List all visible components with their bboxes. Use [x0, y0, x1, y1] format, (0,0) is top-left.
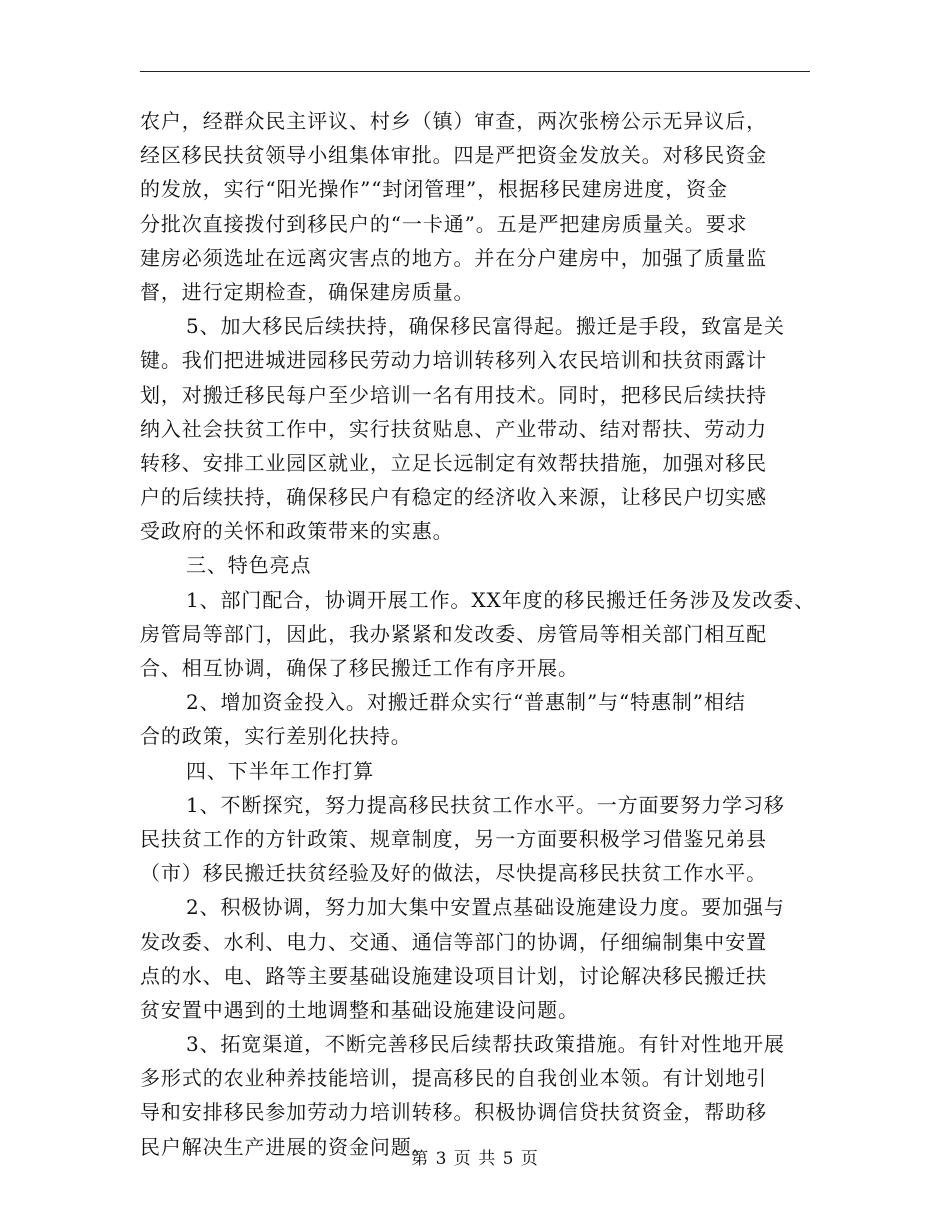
text-line: 民扶贫工作的方针政策、规章制度，另一方面要积极学习借鉴兄弟县 [140, 826, 767, 851]
text-line: 合、相互协调，确保了移民搬迁工作有序开展。 [140, 656, 579, 680]
text-line: 转移、安排工业园区就业，立足长远制定有效帮扶措施，加强对移民 [140, 450, 767, 475]
text-line: 户的后续扶持，确保移民户有稳定的经济收入来源，让移民户切实感 [140, 485, 767, 510]
text-line: 导和安排移民参加劳动力培训转移。积极协调信贷扶贫资金，帮助移 [140, 1100, 767, 1125]
text-line: 纳入社会扶贫工作中，实行扶贫贴息、产业带动、结对帮扶、劳动力 [140, 416, 767, 441]
text-line: 多形式的农业种养技能培训，提高移民的自我创业本领。有计划地引 [140, 1066, 767, 1091]
page-footer: 第 3 页 共 5 页 [411, 1149, 539, 1169]
text-line: 贫安置中遇到的土地调整和基础设施建设问题。 [140, 997, 579, 1022]
text-line: 房管局等部门，因此，我办紧紧和发改委、房管局等相关部门相互配 [140, 621, 767, 646]
text-line: 1、部门配合，协调开展工作。XX年度的移民搬迁任务涉及发改委、 [186, 587, 816, 612]
text-line: 1、不断探究，努力提高移民扶贫工作水平。一方面要努力学习移 [186, 792, 785, 817]
text-line: 2、增加资金投入。对搬迁群众实行“普惠制”与“特惠制”相结 [186, 690, 746, 715]
text-line: 督，进行定期检查，确保建房质量。 [140, 279, 475, 304]
text-line: 的发放，实行“阳光操作”“封闭管理”，根据移民建房进度，资金 [140, 177, 728, 202]
text-line: 民户解决生产进展的资金问题。 [140, 1134, 433, 1159]
text-line: 点的水、电、路等主要基础设施建设项目计划，讨论解决移民搬迁扶 [140, 963, 767, 988]
text-line: 5、加大移民后续扶持，确保移民富得起。搬迁是手段，致富是关 [186, 314, 785, 339]
text-line: 建房必须选址在远离灾害点的地方。并在分户建房中，加强了质量监 [140, 245, 767, 270]
text-line: 合的政策，实行差别化扶持。 [140, 724, 412, 749]
text-line: 发改委、水利、电力、交通、通信等部门的协调，仔细编制集中安置 [140, 929, 767, 954]
text-line: 分批次直接拨付到移民户的“一卡通”。五是严把建房质量关。要求 [140, 211, 748, 236]
text-line: 2、积极协调，努力加大集中安置点基础设施建设力度。要加强与 [186, 895, 785, 920]
text-line: 划，对搬迁移民每户至少培训一名有用技术。同时，把移民后续扶持 [140, 382, 767, 407]
text-line: 3、拓宽渠道，不断完善移民后续帮扶政策措施。有针对性地开展 [186, 1032, 785, 1057]
document-body [140, 104, 815, 1164]
text-line: 三、特色亮点 [186, 553, 312, 578]
text-line: 键。我们把进城进园移民劳动力培训转移列入农民培训和扶贫雨露计 [140, 348, 767, 373]
text-line: 四、下半年工作打算 [186, 758, 375, 783]
text-line: 受政府的关怀和政策带来的实惠。 [140, 519, 454, 544]
text-line: 经区移民扶贫领导小组集体审批。四是严把资金发放关。对移民资金 [140, 143, 767, 168]
text-line: 农户，经群众民主评议、村乡（镇）审查，两次张榜公示无异议后， [140, 109, 767, 133]
header-rule [140, 71, 810, 72]
text-line: （市）移民搬迁扶贫经验及好的做法，尽快提高移民扶贫工作水平。 [140, 861, 767, 886]
